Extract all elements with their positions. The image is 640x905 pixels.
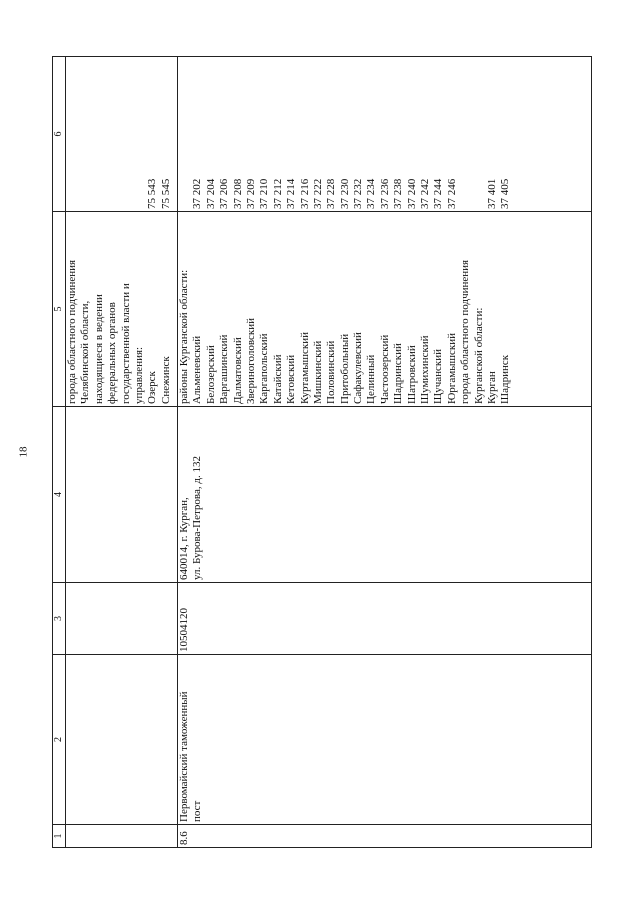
- okato-code: 37 238: [392, 178, 405, 209]
- row-a-code-cell: [66, 583, 178, 655]
- header-cell: 4: [53, 407, 66, 583]
- territory-line: Шумихинский: [419, 335, 432, 404]
- row-b-address-cell: [178, 407, 592, 583]
- header-row: [53, 57, 66, 848]
- territory-line: Мишкинский: [311, 340, 324, 404]
- header-cell: 1: [53, 825, 66, 848]
- table-row: [178, 57, 592, 848]
- okato-code: [133, 59, 146, 209]
- header-cell: 6: [53, 57, 66, 212]
- row-b-territory-cell: [178, 212, 592, 407]
- territory-line: Далматовский: [231, 337, 244, 404]
- okato-code: [178, 59, 191, 209]
- territory-line: управления:: [132, 346, 145, 404]
- post-name-line: пост: [191, 800, 204, 822]
- okato-code: [106, 59, 119, 209]
- territory-line: Частоозерский: [378, 334, 391, 404]
- okato-code: 37 246: [445, 178, 458, 209]
- territory-line: Альменевский: [191, 335, 204, 404]
- row-a-name-cell: [66, 655, 178, 825]
- territory-line: Сафакулевский: [352, 332, 365, 404]
- okato-code: [120, 59, 133, 209]
- row-b-name-cell: [178, 655, 592, 825]
- okato-code: 37 232: [352, 178, 365, 209]
- row-a-territory-cell: [66, 212, 178, 407]
- territory-line: Курган: [485, 371, 498, 404]
- territory-line: районы Курганской области:: [178, 269, 190, 404]
- address-line: 640014, г. Курган,: [178, 497, 190, 580]
- okato-code: 37 242: [419, 178, 432, 209]
- territory-line: Притобольный: [338, 333, 351, 404]
- row-a-okato-cell: [66, 57, 178, 212]
- territory-line: Шадринск: [499, 354, 512, 404]
- okato-code: 37 401: [485, 178, 498, 209]
- territory-line: Озерск: [146, 371, 159, 404]
- okato-code: [473, 59, 486, 209]
- okato-code: 37 216: [298, 178, 311, 209]
- okato-code: 75 543: [146, 178, 159, 209]
- okato-code: [459, 59, 472, 209]
- territory-line: Звериноголовский: [244, 317, 257, 404]
- territory-line: находящиеся в ведении: [92, 294, 105, 404]
- rotated-table-wrapper: [52, 57, 592, 848]
- header-cell: 3: [53, 583, 66, 655]
- header-cell: 5: [53, 212, 66, 407]
- okato-code: [66, 59, 79, 209]
- territory-line: Шадринский: [392, 343, 405, 404]
- territory-line: государственной власти и: [119, 283, 132, 404]
- okato-code: 37 234: [365, 178, 378, 209]
- okato-code: 37 208: [231, 178, 244, 209]
- document-sheet: [52, 57, 592, 848]
- territory-line: города областного подчинения: [66, 259, 78, 404]
- okato-code: 37 209: [244, 178, 257, 209]
- okato-code: 37 222: [311, 178, 324, 209]
- territory-line: Куртамышский: [298, 331, 311, 404]
- okato-code: 37 206: [218, 178, 231, 209]
- customs-table: [52, 56, 592, 848]
- post-name-line: Первомайский таможенный: [178, 691, 190, 822]
- okato-code: 37 244: [432, 178, 445, 209]
- row-b-code-cell: 10504120: [178, 583, 592, 655]
- territory-line: Варгашинский: [218, 334, 231, 404]
- row-b-num-cell: 8.6: [178, 825, 592, 848]
- header-cell: 2: [53, 655, 66, 825]
- row-b-okato-cell: [178, 57, 592, 212]
- territory-line: Целинный: [365, 354, 378, 404]
- okato-code: [93, 59, 106, 209]
- territory-line: Каргапольский: [258, 333, 271, 404]
- okato-code: 37 212: [271, 178, 284, 209]
- okato-code: 37 210: [258, 178, 271, 209]
- okato-code: 37 228: [325, 178, 338, 209]
- territory-line: Катайский: [271, 354, 284, 404]
- territory-line: Половинский: [325, 340, 338, 404]
- territory-line: Щучанский: [432, 348, 445, 404]
- okato-code: [79, 59, 92, 209]
- table-row: [66, 57, 178, 848]
- territory-line: Белозерский: [204, 345, 217, 404]
- row-a-address-cell: [66, 407, 178, 583]
- territory-line: федеральных органов: [106, 302, 119, 404]
- okato-code: 37 240: [405, 178, 418, 209]
- territory-line: города областного подчинения: [459, 259, 472, 404]
- row-a-num-cell: [66, 825, 178, 848]
- territory-line: Юргамышский: [445, 332, 458, 404]
- page-number: 18: [17, 446, 30, 458]
- okato-code: 37 214: [285, 178, 298, 209]
- territory-line: Шатровский: [405, 345, 418, 404]
- okato-code: 37 230: [338, 178, 351, 209]
- okato-code: 37 405: [499, 178, 512, 209]
- okato-code: 37 236: [378, 178, 391, 209]
- okato-code: 37 202: [191, 178, 204, 209]
- territory-line: Снежинск: [159, 356, 172, 404]
- okato-code: 75 545: [159, 178, 172, 209]
- territory-line: Кетовский: [285, 354, 298, 404]
- address-line: ул. Бурова-Петрова, д. 132: [191, 456, 204, 580]
- territory-line: Курганской области:: [472, 307, 485, 404]
- okato-code: 37 204: [204, 178, 217, 209]
- territory-line: Челябинской области,: [79, 300, 92, 404]
